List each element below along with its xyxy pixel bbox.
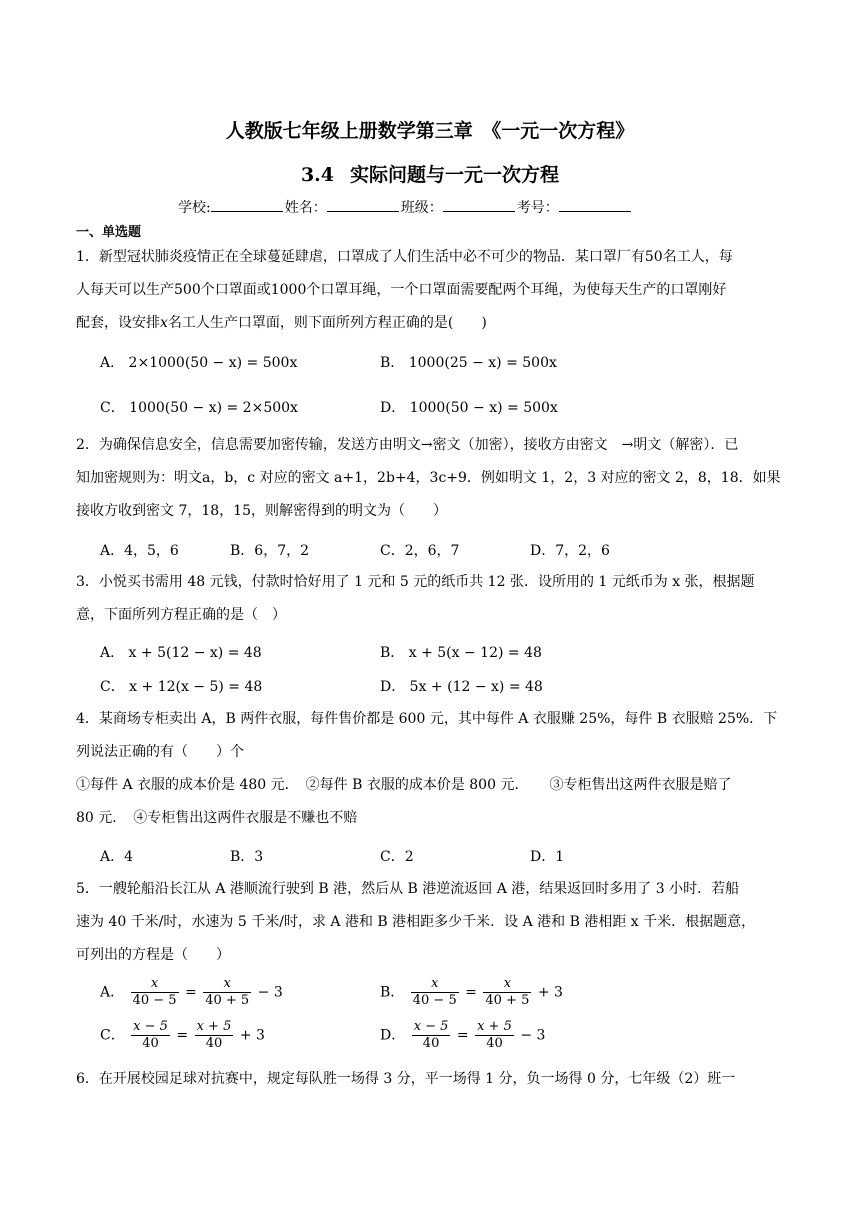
document-title: 人教版七年级上册数学第三章 《一元一次方程》 bbox=[225, 120, 635, 142]
q3-option-d[interactable]: D． 5x + (12 − x) = 48 bbox=[380, 679, 543, 695]
question-3-line-2: 意，下面所列方程正确的是（ ） bbox=[76, 607, 286, 623]
q2-option-b[interactable]: B．6，7，2 bbox=[230, 543, 310, 559]
document-subtitle bbox=[0, 160, 860, 187]
question-2-line-2: 知加密规则为：明文a，b，c 对应的密文 a+1，2b+4，3c+9．例如明文 1，2，3 对应的密文 2，8，18．如果 bbox=[76, 470, 781, 486]
q3-option-c[interactable]: C． x + 12(x − 5) = 48 bbox=[100, 679, 263, 695]
question-3 bbox=[76, 566, 784, 632]
q4-option-a[interactable]: A．4 bbox=[100, 849, 134, 865]
q1-option-b[interactable]: B． 1000(25 − x) = 500x bbox=[380, 355, 557, 371]
exam-no-field[interactable] bbox=[559, 199, 631, 212]
section-title: 实际问题与一元一次方程 bbox=[350, 164, 560, 186]
q5-option-a[interactable]: A． $\frac{x}{40 - 5}$ = $\frac{x}{40 + 5}$ − 3 bbox=[100, 976, 283, 1008]
question-2-line-3: 接收方收到密文 7，18，15，则解密得到的明文为（ ） bbox=[76, 503, 447, 519]
q3-option-a[interactable]: A． x + 5(12 − x) = 48 bbox=[100, 645, 262, 661]
q4-option-b[interactable]: B．3 bbox=[230, 849, 264, 865]
q4-option-c[interactable]: C．2 bbox=[380, 849, 414, 865]
question-5-line-3: 可列出的方程是（ ） bbox=[76, 947, 230, 963]
question-2 bbox=[76, 429, 784, 528]
question-1 bbox=[76, 241, 784, 340]
question-4-line-1: 4．某商场专柜卖出 A，B 两件衣服，每件售价都是 600 元，其中每件 A 衣服赚 25%，每件 B 衣服赔 25%．下 bbox=[76, 711, 778, 727]
q2-option-c[interactable]: C．2，6，7 bbox=[380, 543, 460, 559]
question-5-line-2: 速为 40 千米/时，水速为 5 千米/时，求 A 港和 B 港相距多少千米．设 A 港和 B 港相距 x 千米．根据题意， bbox=[76, 914, 756, 930]
question-4-line-2: 列说法正确的有（ ）个 bbox=[76, 744, 244, 760]
name-label: 姓名： bbox=[284, 200, 327, 216]
question-3-line-1: 3．小悦买书需用 48 元钱，付款时恰好用了 1 元和 5 元的纸币共 12 张．设所用的 1 元纸币为 x 张，根据题 bbox=[76, 574, 755, 590]
question-5-line-1: 5．一艘轮船沿长江从 A 港顺流行驶到 B 港，然后从 B 港逆流返回 A 港，结果返回时多用了 3 小时．若船 bbox=[76, 881, 740, 897]
student-info-line bbox=[178, 197, 633, 217]
q2-option-a[interactable]: A．4，5，6 bbox=[100, 543, 179, 559]
q2-option-d[interactable]: D．7，2，6 bbox=[530, 543, 610, 559]
q5-option-c[interactable]: C． $\frac{x - 5}{40}$ = $\frac{x + 5}{40}$ + 3 bbox=[100, 1019, 265, 1051]
question-4-line-3: ①每件 A 衣服的成本价是 480 元． ②每件 B 衣服的成本价是 800 元． ③专柜售出这两件衣服是赔了 bbox=[76, 777, 732, 793]
q5-option-b[interactable]: B． $\frac{x}{40 - 5}$ = $\frac{x}{40 + 5}$ + 3 bbox=[380, 976, 563, 1008]
question-1-line-3: 配套，设安排x名工人生产口罩面，则下面所列方程正确的是( ) bbox=[76, 315, 487, 331]
question-6-line-1: 6．在开展校园足球对抗赛中，规定每队胜一场得 3 分，平一场得 1 分，负一场得 0 分，七年级（2）班一 bbox=[76, 1071, 736, 1087]
q4-option-d[interactable]: D．1 bbox=[530, 849, 565, 865]
question-2-line-1: 2．为确保信息安全，信息需要加密传输，发送方由明文→密文（加密），接收方由密文 →明文（解密）．已 bbox=[76, 437, 739, 453]
school-label: 学校: bbox=[178, 200, 211, 216]
section-heading: 一、单选题 bbox=[76, 225, 142, 240]
school-field[interactable] bbox=[211, 199, 283, 212]
q1-option-a[interactable]: A． 2×1000(50 − x) = 500x bbox=[100, 355, 298, 371]
q5-option-d[interactable]: D． $\frac{x - 5}{40}$ = $\frac{x + 5}{40}$ − 3 bbox=[380, 1019, 546, 1051]
q1-option-c[interactable]: C． 1000(50 − x) = 2×500x bbox=[100, 400, 298, 416]
question-4-line-4: 80 元． ④专柜售出这两件衣服是不赚也不赔 bbox=[76, 810, 358, 826]
q3-option-b[interactable]: B． x + 5(x − 12) = 48 bbox=[380, 645, 542, 661]
question-4 bbox=[76, 703, 784, 835]
question-1-line-2: 人每天可以生产500个口罩面或1000个口罩耳绳，一个口罩面需要配两个耳绳，为使每天生产的口罩刚好 bbox=[76, 282, 727, 298]
class-field[interactable] bbox=[443, 199, 515, 212]
question-5 bbox=[76, 873, 784, 972]
class-label: 班级： bbox=[400, 200, 443, 216]
section-number: 3.4 bbox=[300, 164, 335, 186]
question-6 bbox=[76, 1063, 784, 1096]
q1-option-d[interactable]: D． 1000(50 − x) = 500x bbox=[380, 400, 558, 416]
name-field[interactable] bbox=[327, 199, 399, 212]
exam-no-label: 考号： bbox=[516, 200, 559, 216]
question-1-line-1: 1．新型冠状肺炎疫情正在全球蔓延肆虐，口罩成了人们生活中必不可少的物品．某口罩厂有50名工人，每 bbox=[76, 249, 733, 265]
